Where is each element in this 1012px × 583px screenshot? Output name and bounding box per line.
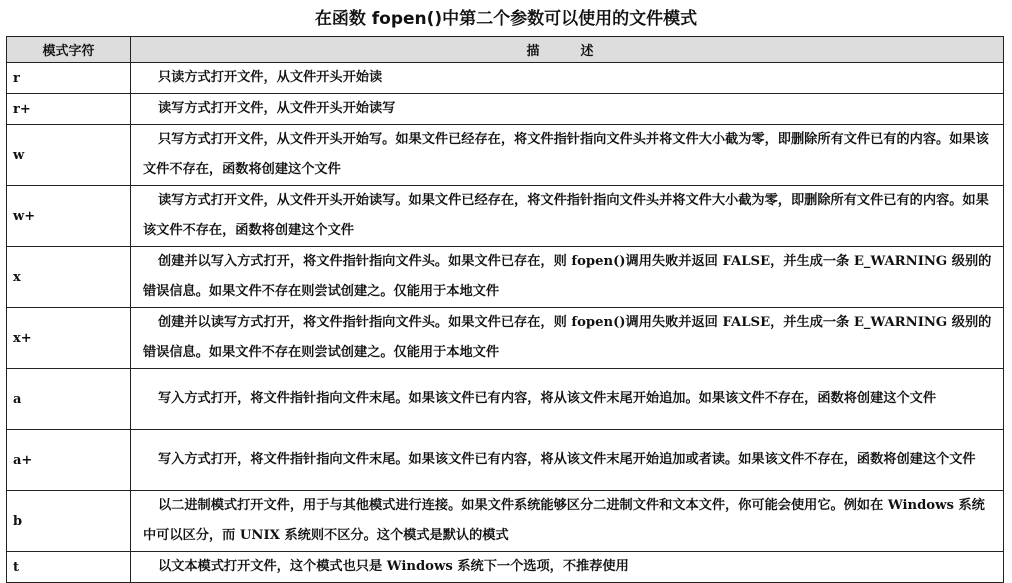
mode-cell: x+ (7, 308, 131, 369)
description-cell: 写入方式打开，将文件指针指向文件末尾。如果该文件已有内容，将从该文件末尾开始追加或者读。如果该文件不存在，函数将创建这个文件 (131, 430, 1004, 491)
mode-cell: w+ (7, 186, 131, 247)
description-cell: 读写方式打开文件，从文件开头开始读写 (131, 94, 1004, 125)
mode-cell: x (7, 247, 131, 308)
table-title: 在函数 fopen()中第二个参数可以使用的文件模式 (314, 9, 698, 29)
mode-cell: w (7, 125, 131, 186)
table-row (7, 94, 1004, 125)
table-row (7, 63, 1004, 94)
description-cell: 以二进制模式打开文件，用于与其他模式进行连接。如果文件系统能够区分二进制文件和文本文件，你可能会使用它。例如在 Windows 系统中可以区分，而 UNIX 系统则不区分。这个模式是默认的模式 (131, 491, 1004, 552)
mode-cell: t (7, 552, 131, 583)
table-row (7, 552, 1004, 583)
description-cell: 创建并以读写方式打开，将文件指针指向文件头。如果文件已存在，则 fopen()调用失败并返回 FALSE，并生成一条 E_WARNING 级别的错误信息。如果文件不存在则尝试创建之。仅能用于本地文件 (131, 308, 1004, 369)
header-description (131, 37, 1004, 63)
file-modes-table (6, 36, 1004, 583)
mode-cell: r (7, 63, 131, 94)
description-cell: 创建并以写入方式打开，将文件指针指向文件头。如果文件已存在，则 fopen()调用失败并返回 FALSE，并生成一条 E_WARNING 级别的错误信息。如果文件不存在则尝试创建之。仅能用于本地文件 (131, 247, 1004, 308)
description-cell: 只写方式打开文件，从文件开头开始写。如果文件已经存在，将文件指针指向文件头并将文件大小截为零，即删除所有文件已有的内容。如果该文件不存在，函数将创建这个文件 (131, 125, 1004, 186)
table-row (7, 125, 1004, 186)
mode-cell: b (7, 491, 131, 552)
mode-cell: r+ (7, 94, 131, 125)
table-row (7, 491, 1004, 552)
mode-cell: a (7, 369, 131, 430)
mode-cell: a+ (7, 430, 131, 491)
table-row (7, 186, 1004, 247)
table-header-row (7, 37, 1004, 63)
description-cell: 以文本模式打开文件，这个模式也只是 Windows 系统下一个选项，不推荐使用 (131, 552, 1004, 583)
description-cell: 只读方式打开文件，从文件开头开始读 (131, 63, 1004, 94)
header-mode: 模式字符 (7, 37, 131, 63)
description-cell: 写入方式打开，将文件指针指向文件末尾。如果该文件已有内容，将从该文件末尾开始追加。如果该文件不存在，函数将创建这个文件 (131, 369, 1004, 430)
table-row (7, 369, 1004, 430)
table-row (7, 430, 1004, 491)
header-description-text: 描 述 (526, 44, 608, 59)
table-row (7, 308, 1004, 369)
table-row (7, 247, 1004, 308)
description-cell: 读写方式打开文件，从文件开头开始读写。如果文件已经存在，将文件指针指向文件头并将文件大小截为零，即删除所有文件已有的内容。如果该文件不存在，函数将创建这个文件 (131, 186, 1004, 247)
